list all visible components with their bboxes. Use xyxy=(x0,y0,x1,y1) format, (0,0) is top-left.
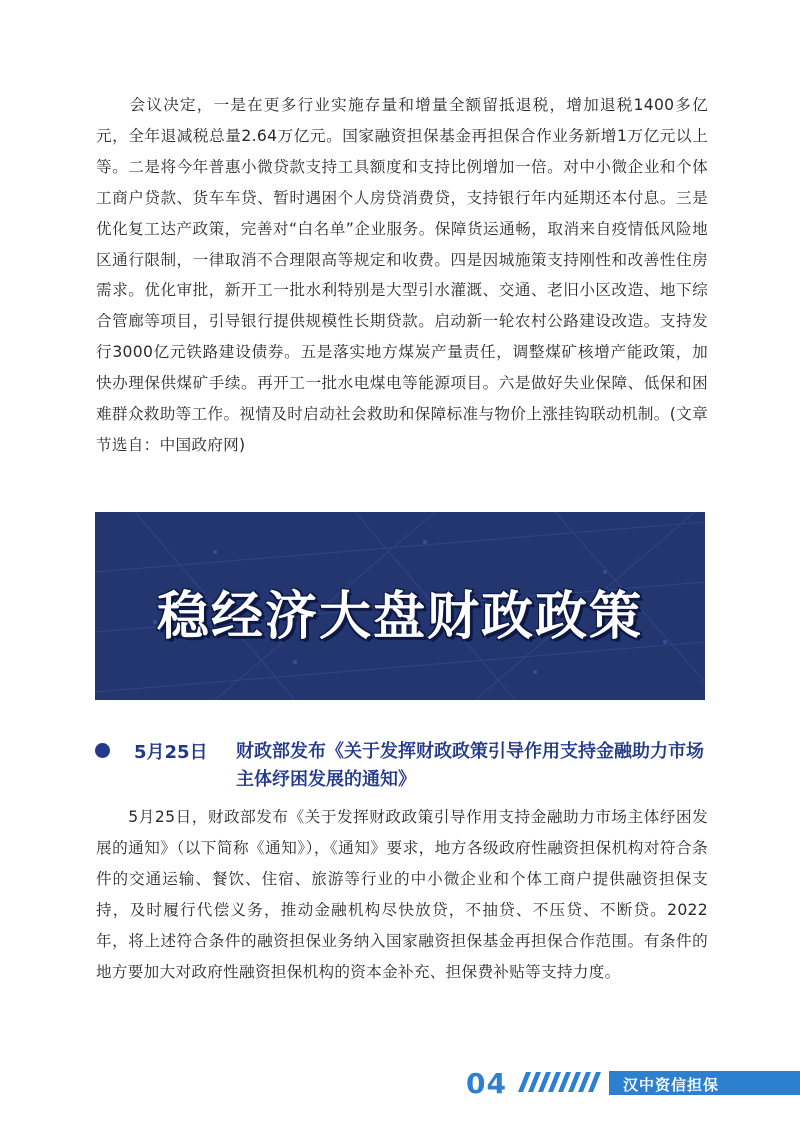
page-number: 04 xyxy=(466,1067,507,1100)
section-body: 5月25日，财政部发布《关于发挥财政政策引导作用支持金融助力市场主体纾困发展的通知》（以下简称《通知》），《通知》要求，地方各级政府性融资担保机构对符合条件的交通运输、餐饮、住宿、旅游等行业的中小微企业和个体工商户提供融资担保支持，及时履行代偿义务，推动金融机构尽快放贷，不抽贷、不压贷、不断贷。2022年，将上述符合条件的融资担保业务纳入国家融资担保基金再担保合作范围。有条件的地方要加大对政府性融资担保机构的资本金补充、担保费补贴等支持力度。 xyxy=(96,808,708,981)
section-date: 5月25日 xyxy=(134,742,208,763)
footer-brand: 汉中资信担保 xyxy=(623,1076,720,1094)
section-banner xyxy=(95,512,705,700)
footer-bar xyxy=(609,1071,800,1095)
article-paragraph: 会议决定，一是在更多行业实施存量和增量全额留抵退税，增加退税1400多亿元，全年退减税总量2.64万亿元。国家融资担保基金再担保合作业务新增1万亿元以上等。二是将今年普惠小微贷款支持工具额度和支持比例增加一倍。对中小微企业和个体工商户贷款、货车车贷、暂时遇困个人房贷消费贷，支持银行年内延期还本付息。三是优化复工达产政策，完善对“白名单”企业服务。保障货运通畅，取消来自疫情低风险地区通行限制，一律取消不合理限高等规定和收费。四是因城施策支持刚性和改善性住房需求。优化审批，新开工一批水利特别是大型引水灌溉、交通、老旧小区改造、地下综合管廊等项目，引导银行提供规模性长期贷款。启动新一轮农村公路建设改造。支持发行3000亿元铁路建设债券。五是落实地方煤炭产量责任，调整煤矿核增产能政策，加快办理保供煤矿手续。再开工一批水电煤电等能源项目。六是做好失业保障、低保和困难群众救助等工作。视情及时启动社会救助和保障标准与物价上涨挂钩联动机制。(文章节选自：中国政府网) xyxy=(96,96,708,454)
banner-title: 稳经济大盘财政政策 xyxy=(156,587,643,647)
stripes-icon xyxy=(510,1072,606,1092)
bullet-icon xyxy=(95,743,110,758)
section-title: 财政部发布《关于发挥财政政策引导作用支持金融助力市场主体纾困发展的通知》 xyxy=(236,741,704,790)
